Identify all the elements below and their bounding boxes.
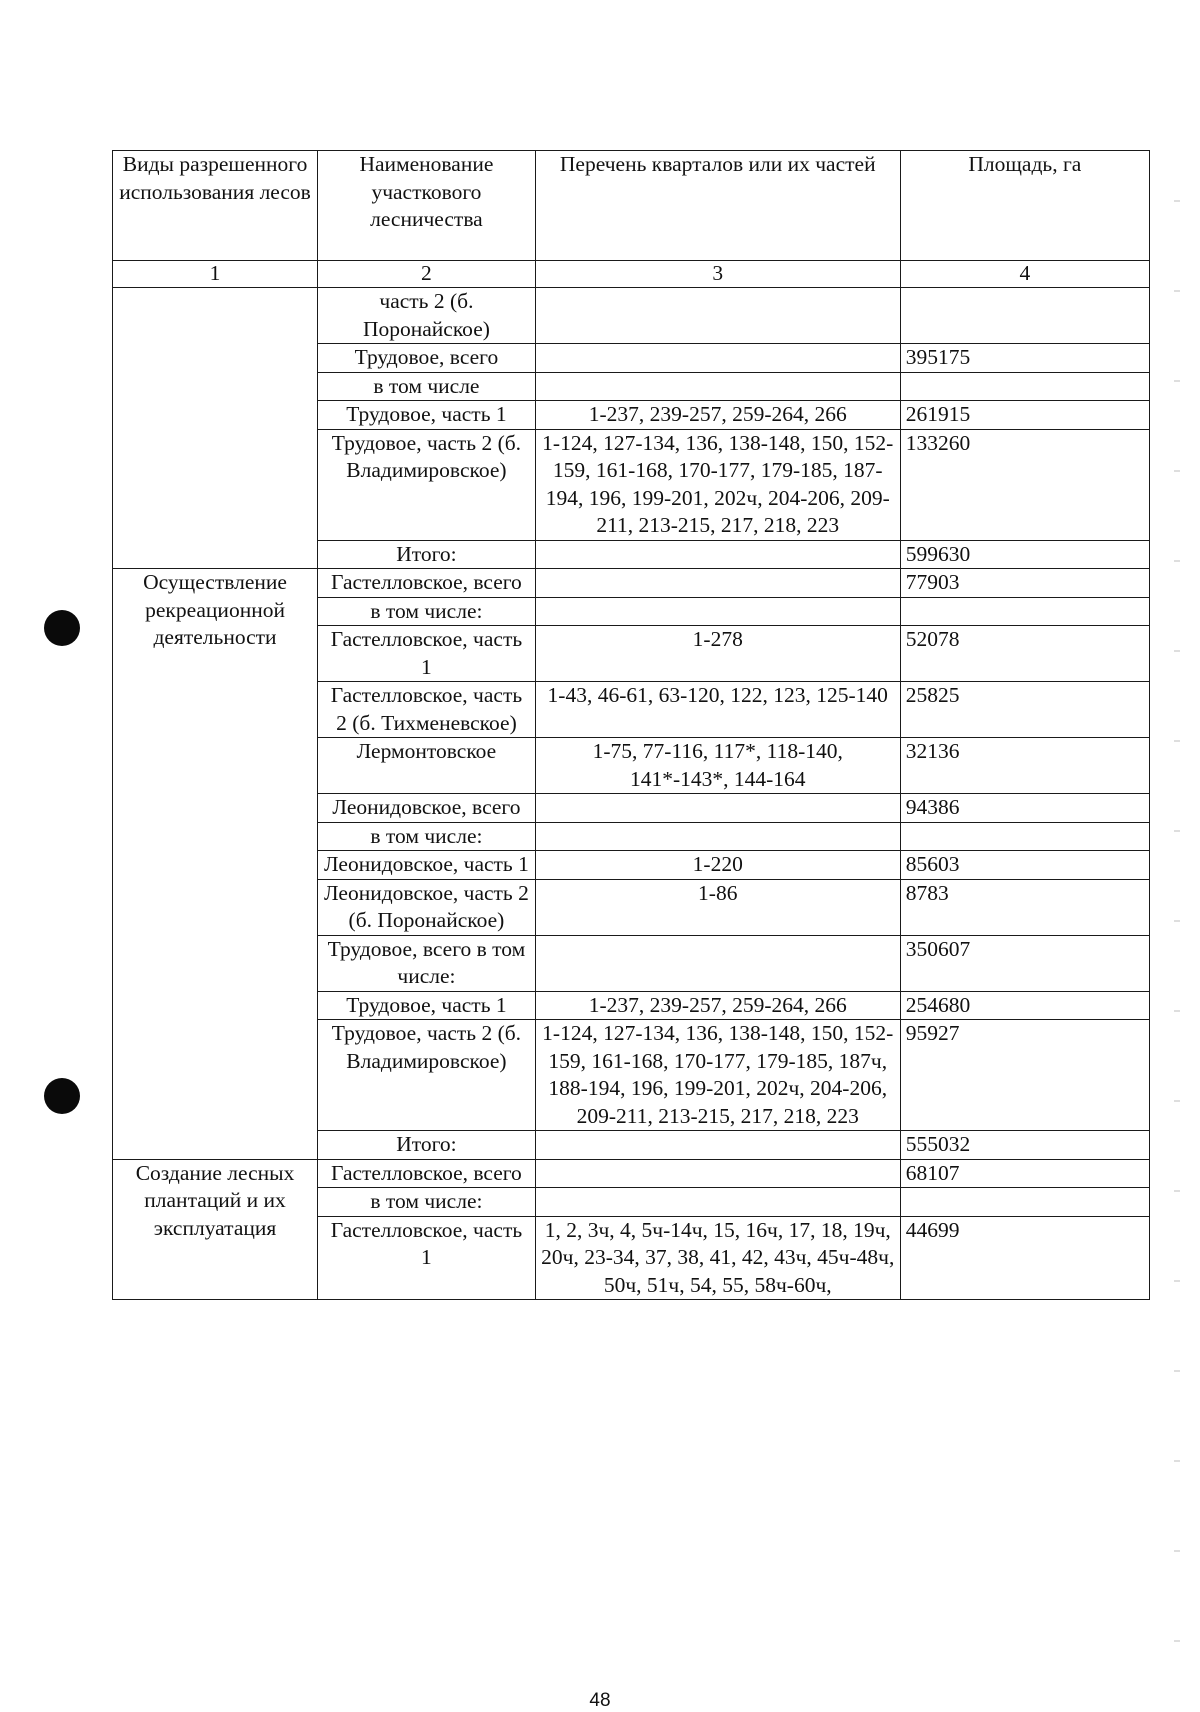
area-cell: 395175	[900, 344, 1149, 373]
forestry-name-cell: в том числе:	[318, 822, 536, 851]
quarters-cell: 1-124, 127-134, 136, 138-148, 150, 152-159, 161-168, 170-177, 179-185, 187-194, 196, 199-201, 202ч, 204-206, 209-211, 213-215, 217, 218, 223	[535, 429, 900, 540]
area-cell: 25825	[900, 682, 1149, 738]
area-cell: 555032	[900, 1131, 1149, 1160]
quarters-cell	[535, 288, 900, 344]
forestry-name-cell: Лермонтовское	[318, 738, 536, 794]
quarters-cell: 1-237, 239-257, 259-264, 266	[535, 401, 900, 430]
forest-use-table	[112, 150, 1150, 1300]
area-cell	[900, 597, 1149, 626]
forestry-name-cell: Леонидовское, всего	[318, 794, 536, 823]
area-cell	[900, 1188, 1149, 1217]
quarters-cell: 1-220	[535, 851, 900, 880]
forestry-name-cell: в том числе	[318, 372, 536, 401]
forestry-name-cell: часть 2 (б. Поронайское)	[318, 288, 536, 344]
area-cell: 68107	[900, 1159, 1149, 1188]
punch-hole-mark	[44, 1078, 80, 1114]
forestry-name-cell: Гастелловское, часть 2 (б. Тихменевское)	[318, 682, 536, 738]
forestry-name-cell: Гастелловское, часть 1	[318, 626, 536, 682]
quarters-cell	[535, 597, 900, 626]
table-header	[113, 151, 1150, 288]
header-use-type: Виды разрешенного использования лесов	[113, 151, 318, 261]
use-type-cell: Осуществление рекреационной деятельности	[113, 569, 318, 1160]
area-cell: 32136	[900, 738, 1149, 794]
quarters-cell: 1, 2, 3ч, 4, 5ч-14ч, 15, 16ч, 17, 18, 19ч, 20ч, 23-34, 37, 38, 41, 42, 43ч, 45ч-48ч, 50ч, 51ч, 54, 55, 58ч-60ч,	[535, 1216, 900, 1300]
forestry-name-cell: в том числе:	[318, 1188, 536, 1217]
forestry-name-cell: Трудовое, часть 1	[318, 401, 536, 430]
table-row	[113, 288, 1150, 344]
area-cell: 77903	[900, 569, 1149, 598]
quarters-cell	[535, 540, 900, 569]
forestry-name-cell: Итого:	[318, 540, 536, 569]
quarters-cell: 1-75, 77-116, 117*, 118-140, 141*-143*, 144-164	[535, 738, 900, 794]
quarters-cell	[535, 822, 900, 851]
quarters-cell	[535, 935, 900, 991]
forestry-name-cell: Трудовое, всего	[318, 344, 536, 373]
header-area: Площадь, га	[900, 151, 1149, 261]
forestry-name-cell: Трудовое, часть 1	[318, 991, 536, 1020]
use-type-cell: Создание лесных плантаций и их эксплуатация	[113, 1159, 318, 1300]
table-row	[113, 1159, 1150, 1188]
scan-edge-noise	[1174, 160, 1180, 1660]
forestry-name-cell: Гастелловское, часть 1	[318, 1216, 536, 1300]
forestry-name-cell: Трудовое, всего в том числе:	[318, 935, 536, 991]
header-quarters-list: Перечень кварталов или их частей	[535, 151, 900, 261]
forestry-name-cell: Леонидовское, часть 1	[318, 851, 536, 880]
area-cell	[900, 372, 1149, 401]
page-number: 48	[589, 1690, 611, 1711]
quarters-cell: 1-124, 127-134, 136, 138-148, 150, 152-159, 161-168, 170-177, 179-185, 187ч, 188-194, 196, 199-201, 202ч, 204-206, 209-211, 213-215, 217, 218, 223	[535, 1020, 900, 1131]
area-cell: 44699	[900, 1216, 1149, 1300]
area-cell: 8783	[900, 879, 1149, 935]
use-type-cell	[113, 288, 318, 569]
quarters-cell: 1-43, 46-61, 63-120, 122, 123, 125-140	[535, 682, 900, 738]
column-number: 4	[900, 261, 1149, 288]
forestry-name-cell: Трудовое, часть 2 (б. Владимировское)	[318, 429, 536, 540]
quarters-cell: 1-86	[535, 879, 900, 935]
forestry-name-cell: Гастелловское, всего	[318, 569, 536, 598]
quarters-cell	[535, 1131, 900, 1160]
table-body	[113, 288, 1150, 1300]
quarters-cell: 1-278	[535, 626, 900, 682]
column-number: 2	[318, 261, 536, 288]
area-cell: 599630	[900, 540, 1149, 569]
quarters-cell	[535, 372, 900, 401]
forestry-name-cell: Итого:	[318, 1131, 536, 1160]
forestry-name-cell: Трудовое, часть 2 (б. Владимировское)	[318, 1020, 536, 1131]
area-cell: 350607	[900, 935, 1149, 991]
quarters-cell	[535, 344, 900, 373]
quarters-cell	[535, 794, 900, 823]
area-cell: 254680	[900, 991, 1149, 1020]
area-cell	[900, 288, 1149, 344]
quarters-cell	[535, 569, 900, 598]
forestry-name-cell: Леонидовское, часть 2 (б. Поронайское)	[318, 879, 536, 935]
column-number: 1	[113, 261, 318, 288]
quarters-cell	[535, 1188, 900, 1217]
area-cell: 133260	[900, 429, 1149, 540]
area-cell: 52078	[900, 626, 1149, 682]
forestry-name-cell: в том числе:	[318, 597, 536, 626]
punch-hole-mark	[44, 610, 80, 646]
forestry-name-cell: Гастелловское, всего	[318, 1159, 536, 1188]
area-cell	[900, 822, 1149, 851]
column-number: 3	[535, 261, 900, 288]
table-row	[113, 569, 1150, 598]
area-cell: 94386	[900, 794, 1149, 823]
quarters-cell	[535, 1159, 900, 1188]
header-forestry-name: Наименование участкового лесничества	[318, 151, 536, 261]
quarters-cell: 1-237, 239-257, 259-264, 266	[535, 991, 900, 1020]
area-cell: 261915	[900, 401, 1149, 430]
area-cell: 95927	[900, 1020, 1149, 1131]
area-cell: 85603	[900, 851, 1149, 880]
